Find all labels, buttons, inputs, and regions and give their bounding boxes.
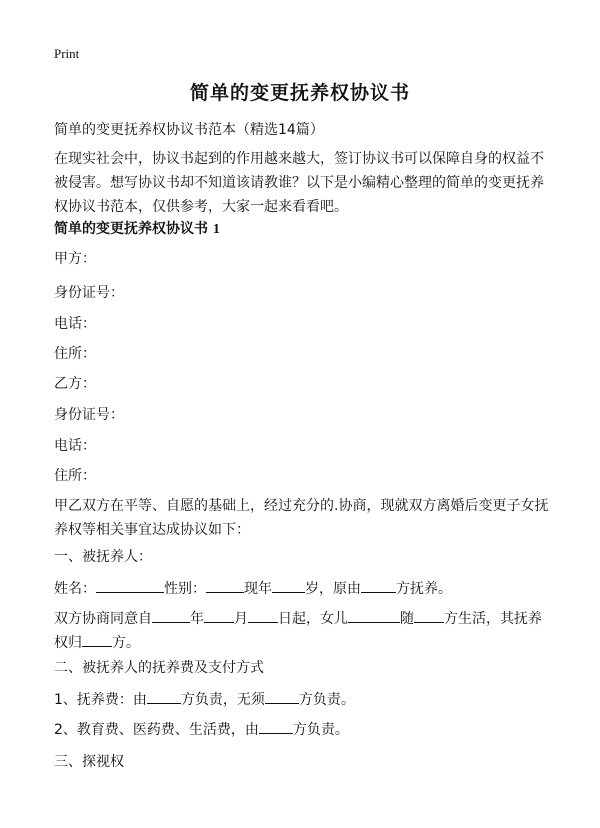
agreement-intro: 甲乙双方在平等、自愿的基础上，经过充分的.协商，现就双方离婚后变更子女抚养权等相关事宜达成协议如下： [54, 498, 549, 538]
section-1-heading-number: 1 [212, 222, 220, 237]
consent-paragraph [54, 607, 554, 655]
year-blank [152, 607, 190, 623]
fee-line-1 [54, 688, 554, 712]
age-blank [272, 577, 305, 593]
document-title: 简单的变更抚养权协议书 [189, 82, 410, 104]
originally-by-label: 岁，原由 [305, 581, 361, 597]
print-link[interactable]: Print [54, 46, 80, 61]
fee-1-end-label: 方负责。 [298, 692, 355, 708]
year-label: 年 [190, 611, 204, 627]
document-subtitle: 简单的变更抚养权协议书范本（精选14篇） [54, 122, 324, 138]
name-line [54, 577, 554, 601]
intro-paragraph: 在现实社会中，协议书起到的作用越来越大，签订协议书可以保障自身的权益不被侵害。想写协议书却不知道该请教谁？以下是小编精心整理的简单的变更抚养权协议书范本，仅供参考，大家一起来看看吧。 [54, 151, 544, 215]
fee-1-label: 1、抚养费：由 [54, 692, 147, 708]
fee-no-need-label: 方负责，无须 [180, 692, 265, 708]
day-blank [248, 607, 278, 623]
gender-label: 性别： [164, 581, 206, 597]
fee-2-label: 2、教育费、医药费、生活费，由 [54, 722, 259, 738]
with-label: 随 [400, 611, 414, 627]
fee-2-end-label: 方负责。 [292, 722, 349, 738]
section-1-heading [54, 217, 554, 242]
phone-a-label: 电话： [54, 316, 96, 332]
id-b-label: 身份证号： [54, 407, 124, 423]
address-a-label: 住所： [54, 346, 96, 362]
gender-blank [206, 577, 244, 593]
raised-label: 方抚养。 [396, 581, 452, 597]
custody-belongs-label: 方生活，其抚养权归 [54, 611, 542, 651]
fee-2-blank [259, 718, 293, 734]
age-label: 现年 [244, 581, 272, 597]
day-daughter-label: 日起，女儿 [278, 611, 348, 627]
clause-2-heading: 二、被抚养人的抚养费及支付方式 [54, 660, 264, 676]
clause-3-heading: 三、探视权 [54, 754, 124, 770]
fee-exempt-blank [265, 688, 299, 704]
party-b-label: 乙方： [54, 376, 96, 392]
original-party-blank [361, 577, 396, 593]
custody-party-blank [82, 631, 112, 647]
fee-line-2 [54, 718, 554, 742]
name-label: 姓名： [54, 581, 96, 597]
phone-b-label: 电话： [54, 438, 96, 454]
daughter-name-blank [348, 607, 400, 623]
consent-from-label: 双方协商同意自 [54, 611, 152, 627]
month-label: 月 [234, 611, 248, 627]
address-b-label: 住所： [54, 468, 96, 484]
fee-responsible-blank [147, 688, 181, 704]
party-end-label: 方。 [112, 635, 140, 651]
name-blank [96, 577, 164, 593]
clause-1-heading: 一、被抚养人： [54, 549, 152, 565]
month-blank [204, 607, 234, 623]
section-1-heading-text: 简单的变更抚养权协议书 [54, 221, 208, 237]
id-a-label: 身份证号： [54, 285, 124, 301]
party-a-label: 甲方： [54, 251, 96, 267]
living-party-blank [414, 607, 444, 623]
